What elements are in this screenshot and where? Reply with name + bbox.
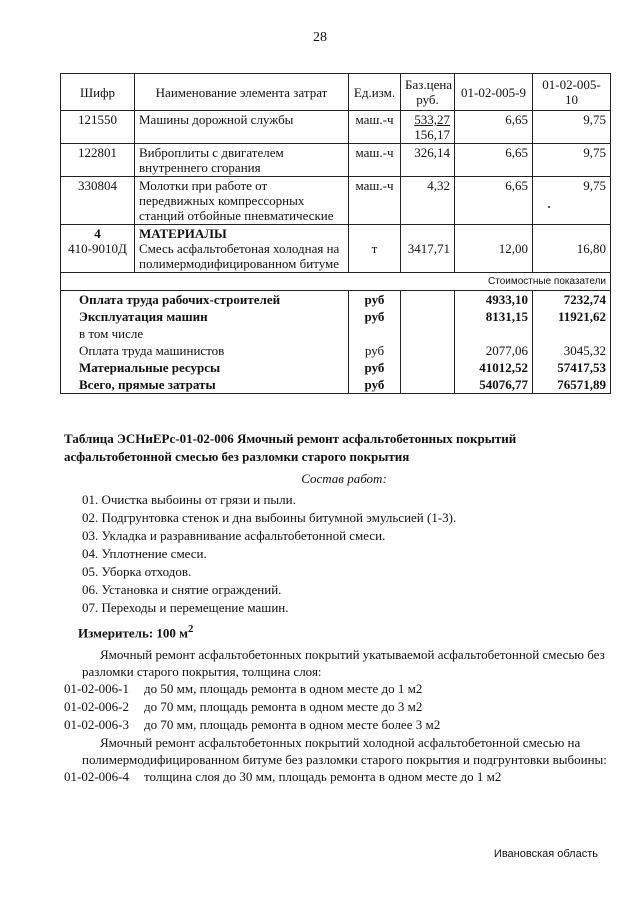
summary-name: Материальные ресурсы bbox=[61, 359, 349, 376]
table-row bbox=[61, 111, 611, 128]
norm-code: 01-02-006-3 bbox=[64, 717, 129, 733]
summary-name: Оплата труда рабочих-строителей bbox=[61, 291, 349, 309]
header-code: Шифр bbox=[61, 74, 135, 111]
summary-value-9: 54076,77 bbox=[455, 376, 533, 394]
summary-value-9: 4933,10 bbox=[455, 291, 533, 309]
row-name: Виброплиты с двигателем внутреннего сгорания bbox=[135, 144, 349, 177]
header-unit: Ед.изм. bbox=[349, 74, 401, 111]
summary-unit: руб bbox=[349, 308, 401, 325]
table-caption: Таблица ЭСНиЕРс-01-02-006 Ямочный ремонт асфальтобетонных покрытий асфальтобетонной смесью без разломки старого покрытия bbox=[64, 431, 517, 464]
row-price bbox=[401, 111, 455, 128]
list-item: 04. Уплотнение смеси. bbox=[82, 546, 207, 561]
summary-value-10: 11921,62 bbox=[533, 308, 611, 325]
summary-row bbox=[61, 291, 611, 309]
row-code: 410-9010Д bbox=[61, 241, 135, 273]
row-code: 121550 bbox=[61, 111, 135, 144]
summary-value-10 bbox=[533, 325, 611, 342]
summary-empty bbox=[401, 376, 455, 394]
norm-text: до 70 мм, площадь ремонта в одном месте более 3 м2 bbox=[144, 717, 441, 733]
paragraph-cold-mix: Ямочный ремонт асфальтобетонных покрытий холодной асфальтобетонной смесью на полимермодифицированном битуме без разломки старого покрытия и подгрунтовки выбоины: bbox=[82, 735, 607, 768]
list-item: 07. Переходы и перемещение машин. bbox=[82, 600, 289, 615]
row-unit: маш.-ч bbox=[349, 177, 401, 225]
summary-value-10: 76571,89 bbox=[533, 376, 611, 394]
summary-name: Эксплуатация машин bbox=[61, 308, 349, 325]
summary-unit: руб bbox=[349, 359, 401, 376]
measure-text: Измеритель: 100 м bbox=[78, 625, 189, 641]
work-list bbox=[82, 491, 624, 617]
page-number: 28 bbox=[313, 30, 327, 45]
header-col-10: 01-02-005-10 bbox=[533, 74, 611, 111]
row-name: Смесь асфальтобетоная холодная на полимермодифицированном битуме bbox=[135, 241, 349, 273]
row-value-9: 6,65 bbox=[455, 177, 533, 225]
table-row bbox=[61, 177, 611, 225]
summary-empty bbox=[401, 308, 455, 325]
norm-section bbox=[64, 430, 624, 786]
row-price: 3417,71 bbox=[401, 225, 455, 273]
row-name: Машины дорожной службы bbox=[135, 111, 349, 144]
row-code: 330804 bbox=[61, 177, 135, 225]
summary-value-9 bbox=[455, 325, 533, 342]
summary-value-9: 41012,52 bbox=[455, 359, 533, 376]
summary-empty bbox=[401, 325, 455, 342]
table-row bbox=[61, 225, 611, 242]
row-unit: маш.-ч bbox=[349, 144, 401, 177]
norm-text: до 50 мм, площадь ремонта в одном месте до 1 м2 bbox=[144, 681, 423, 697]
list-item: 05. Уборка отходов. bbox=[82, 564, 192, 579]
summary-value-9: 8131,15 bbox=[455, 308, 533, 325]
norm-code: 01-02-006-2 bbox=[64, 699, 129, 715]
row-value-9: 6,65 bbox=[455, 144, 533, 177]
cost-table bbox=[60, 73, 611, 394]
row-price: 4,32 bbox=[401, 177, 455, 225]
row-code: 122801 bbox=[61, 144, 135, 177]
norm-text: толщина слоя до 30 мм, площадь ремонта в одном месте до 1 м2 bbox=[144, 769, 502, 785]
row-price: 326,14 bbox=[401, 144, 455, 177]
header-name: Наименование элемента затрат bbox=[135, 74, 349, 111]
summary-value-9: 2077,06 bbox=[455, 342, 533, 359]
summary-unit: руб bbox=[349, 342, 401, 359]
list-item: 06. Установка и снятие ограждений. bbox=[82, 582, 282, 597]
row-unit: маш.-ч bbox=[349, 111, 401, 144]
section-heading-materials: МАТЕРИАЛЫ bbox=[135, 225, 349, 242]
norm-item bbox=[64, 768, 624, 786]
summary-unit bbox=[349, 325, 401, 342]
measure-sup: 2 bbox=[188, 623, 194, 635]
norm-text: до 70 мм, площадь ремонта в одном месте до 3 м2 bbox=[144, 699, 423, 715]
row-value-10: 16,80 bbox=[533, 225, 611, 273]
summary-row bbox=[61, 342, 611, 359]
row-value-10: 9,75 bbox=[533, 177, 611, 225]
work-composition-title: Состав работ: bbox=[301, 471, 387, 486]
cost-indicators-label: Стоимостные показатели bbox=[61, 273, 611, 291]
norm-code: 01-02-006-1 bbox=[64, 681, 129, 697]
norm-code: 01-02-006-4 bbox=[64, 769, 129, 785]
list-item: 01. Очистка выбоины от грязи и пыли. bbox=[82, 492, 296, 507]
footer-region: Ивановская область bbox=[493, 848, 598, 860]
row-name: Молотки при работе от передвижных компрессорных станций отбойные пневматические bbox=[135, 177, 349, 225]
summary-name: Оплата труда машинистов bbox=[61, 342, 349, 359]
table-header-row bbox=[61, 74, 611, 111]
summary-unit: руб bbox=[349, 376, 401, 394]
summary-empty bbox=[401, 291, 455, 309]
norm-item bbox=[64, 716, 624, 734]
row-value-10: 9,75 bbox=[533, 111, 611, 144]
summary-value-10: 57417,53 bbox=[533, 359, 611, 376]
norm-item bbox=[64, 680, 624, 698]
row-code: 4 bbox=[61, 225, 135, 242]
row-value-9: 12,00 bbox=[455, 225, 533, 273]
summary-value-10: 7232,74 bbox=[533, 291, 611, 309]
row-price: 156,17 bbox=[401, 127, 455, 144]
summary-unit: руб bbox=[349, 291, 401, 309]
summary-row bbox=[61, 308, 611, 325]
list-item: 02. Подгрунтовка стенок и дна выбоины битумной эмульсией (1-3). bbox=[82, 510, 457, 525]
table-row bbox=[61, 144, 611, 177]
row-value-10: 9,75 bbox=[533, 144, 611, 177]
summary-name: Всего, прямые затраты bbox=[61, 376, 349, 394]
paragraph-rolled-mix: Ямочный ремонт асфальтобетонных покрытий укатываемой асфальтобетонной смесью без разломки старого покрытия, толщина слоя: bbox=[82, 647, 605, 680]
summary-row bbox=[61, 359, 611, 376]
cost-label-row bbox=[61, 273, 611, 291]
list-item: 03. Укладка и разравнивание асфальтобетонной смеси. bbox=[82, 528, 386, 543]
row-value-9: 6,65 bbox=[455, 111, 533, 144]
row-unit: т bbox=[349, 225, 401, 273]
measure-unit bbox=[78, 620, 624, 642]
header-price: Баз.цена руб. bbox=[401, 74, 455, 111]
header-col-9: 01-02-005-9 bbox=[455, 74, 533, 111]
summary-empty bbox=[401, 359, 455, 376]
price-value: 533,27 bbox=[414, 112, 450, 127]
summary-empty bbox=[401, 342, 455, 359]
norm-item bbox=[64, 698, 624, 716]
scan-speck bbox=[548, 206, 550, 208]
summary-value-10: 3045,32 bbox=[533, 342, 611, 359]
summary-row bbox=[61, 376, 611, 394]
summary-name: в том числе bbox=[61, 325, 349, 342]
summary-row bbox=[61, 325, 611, 342]
